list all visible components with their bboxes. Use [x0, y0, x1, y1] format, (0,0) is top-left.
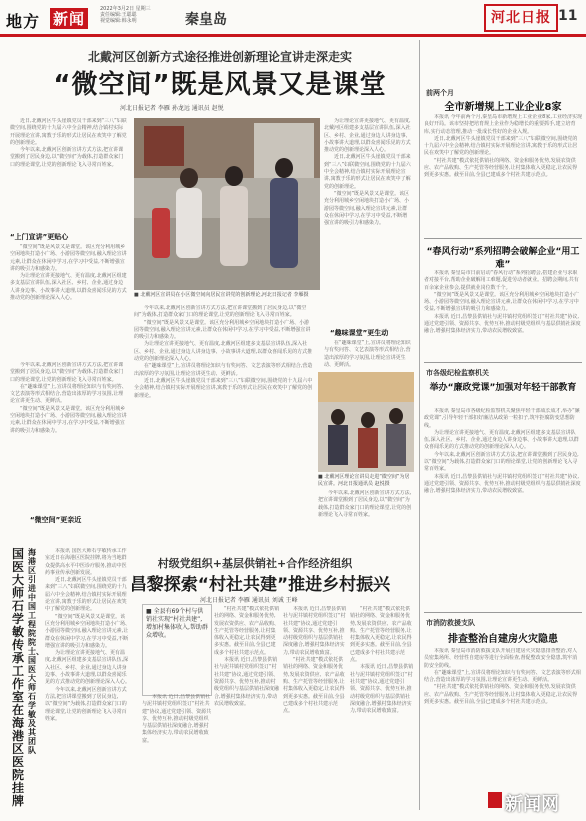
second-photo: [318, 372, 414, 472]
article1-paragraph: 今年以来,北戴河区创新宣讲方式方法,把宣讲课堂搬到了居民身边,以“微空间”为载体,打造群众家门口的理论课堂,让党的创新理论飞入寻常百姓家。: [318, 490, 412, 518]
article2-column-4: [350, 606, 414, 812]
right-item4-paragraph: 本报讯 秦皇岛市消防救援支队开展自建房火灾隐患排查整治,对人员密集场所、经营性自建房等进行全面检查,督促整改安全隐患,筑牢消防安全防线。: [424, 648, 578, 669]
article2-byline: 河北日报记者 李雁 通讯员 刘诚 王峰: [200, 597, 298, 604]
article1-subhead-3: “趣味课堂”更生动: [330, 329, 389, 337]
section-badge: 新闻: [50, 8, 88, 29]
issue-date: 2022年3月2日 星期三: [100, 6, 151, 12]
right-item3-label: 市各级纪检监察机关: [426, 369, 489, 377]
article1-paragraph: “微空间”既是风景又是课堂。该区充分利用城乡空闲地块打造小广场、小游园等微空间,融入理论宣讲元素,让群众在休闲中学习,在学习中受益,不断增强宣讲的吸引力和感染力。: [10, 244, 127, 272]
article1-pretitle: 北戴河区创新方式途径推进创新理论宣讲走深走实: [87, 50, 352, 64]
article1-column-3: [324, 118, 412, 323]
article1-paragraph: 在“趣味课堂”上,宣讲员将理论知识与有奖问答、文艺表演等形式相结合,营造出浓厚的学习氛围,让理论宣讲更生动、更鲜活。: [134, 363, 313, 377]
article1-paragraph: 近日,北戴河区牛头崖镇党员干部来到“三八”妇联微空间,围绕党的十九届六中全会精神,结合镇村实际开展理论宣讲,寓教于乐的形式让居民在欢笑中了解党的创新理论。: [10, 118, 127, 146]
watermark-logo-icon: [488, 792, 502, 808]
right-item2-paragraph: 本报讯 近日,昌黎县供销社与泥井镇村党组织签订“村社共建”协议,通过党建引领、资源共享、优势互补,推动村级党组织与基层供销社深度融合,增强村集体经济实力,带动农民增收致富。: [424, 313, 581, 335]
article1-title: “微空间”既是风景又是课堂: [53, 70, 387, 100]
section-label: 地方: [6, 12, 41, 31]
article1-paragraph: “微空间”既是风景又是课堂。该区充分利用城乡空闲地块打造小广场、小游园等微空间,融入理论宣讲元素,让群众在休闲中学习,在学习中受益,不断增强宣讲的吸引力和感染力。: [134, 319, 311, 341]
second-photo-image: [318, 372, 414, 472]
article1-paragraph: “微空间”既是风景又是课堂。该区充分利用城乡空闲地块打造小广场、小游园等微空间,融入理论宣讲元素,让群众在休闲中学习,在学习中受益,不断增强宣讲的吸引力和感染力。: [10, 405, 127, 434]
right-item4-paragraph: 在“趣味课堂”上,宣讲员将理论知识与有奖问答、文艺表演等形式相结合,营造出浓厚的学习氛围,让理论宣讲更生动、更鲜活。: [424, 669, 581, 684]
article1-paragraph: 今年以来,北戴河区创新宣讲方式方法,把宣讲课堂搬到了居民身边,以“微空间”为载体,打造群众家门口的理论课堂,让党的创新理论飞入寻常百姓家。: [10, 362, 124, 383]
article1-column-1b: [10, 244, 128, 359]
region-title: 秦皇岛: [185, 12, 227, 28]
main-photo-caption: ■ 北戴河区宣讲员在小区微空间向居民宣讲党的创新理论,河北日报记者 李雁摄: [134, 292, 309, 298]
right-item1-label: 前两个月: [426, 89, 454, 97]
article2-lead-box: ■ 全县有69个村与供销社实现“村社共建”,增加村集体收入,帮助群众增收。: [142, 604, 212, 696]
article2-paragraph: 本报讯 近日,昌黎县供销社与泥井镇村党组织签订“村社共建”协议,通过党建引领、资源共享、优势互补,推动村级党组织与基层供销社深度融合,增强村集体经济实力,带动农民增收致富。: [142, 694, 212, 744]
article1-paragraph: 在“趣味课堂”上,宣讲员将理论知识与有奖问答、文艺表演等形式相结合,营造出浓厚的学习氛围,让理论宣讲更生动、更鲜活。: [324, 340, 411, 368]
vertical-article-paragraph: “微空间”既是风景又是课堂。该区充分利用城乡空闲地块打造小广场、小游园等微空间,融入理论宣讲元素,让群众在休闲中学习,在学习中受益,不断增强宣讲的吸引力和感染力。: [45, 613, 130, 649]
right-item3-paragraph: 本报讯 秦皇岛市各级纪检监察机关聚焦年轻干部成长成才,举办“廉政党课”,引导年轻干部扣好廉洁从政第一粒扣子,筑牢拒腐防变思想防线。: [424, 408, 580, 429]
right-item3-paragraph: 今年以来,北戴河区创新宣讲方式方法,把宣讲课堂搬到了居民身边,以“微空间”为载体,打造群众家门口的理论课堂,让党的创新理论飞入寻常百姓家。: [424, 451, 579, 473]
main-photo-image: [134, 118, 320, 290]
article1-paragraph: 今年以来,北戴河区创新宣讲方式方法,把宣讲课堂搬到了居民身边,以“微空间”为载体,打造群众家门口的理论课堂,让党的创新理论飞入寻常百姓家。: [10, 147, 124, 168]
vertical-article-subtitle: 海港区引进中国工程院院士、国医大师石学敏及其团队: [28, 548, 44, 755]
right-separator: [424, 362, 582, 363]
article2-column-3: [283, 606, 347, 812]
article1-column-2: [134, 305, 314, 540]
header-rule: [0, 34, 586, 37]
issue-meta: [100, 6, 180, 24]
right-item3-paragraph: 本报讯 近日,昌黎县供销社与泥井镇村党组织签订“村社共建”协议,通过党建引领、资源共享、优势互补,推动村级党组织与基层供销社深度融合,增强村集体经济实力,带动农民增收致富。: [424, 473, 581, 495]
right-item4-paragraph: “村社共建”模式依托供销社的网络、资金和服务优势,发展农资供应、农产品收购、生产托管等经营服务,让村集体收入更稳定,让农民得到更多实惠。截至目前,全县已建成多个村社共建示范点。: [424, 684, 578, 706]
article1-paragraph: 为让理论宣讲更接地气、更有温度,北戴河区组建多支基层宣讲队伍,深入社区、乡村、企业,通过身边人讲身边事、小故事讲大道理,以群众喜闻乐见的方式推动党的创新理论深入人心。: [324, 118, 411, 154]
newspaper-logo: 河北日报: [484, 4, 558, 32]
article1-paragraph: 近日,北戴河区牛头崖镇党员干部来到“三八”妇联微空间,围绕党的十九届六中全会精神,结合镇村实际开展理论宣讲,寓教于乐的形式让居民在欢笑中了解党的创新理论。: [134, 377, 313, 399]
right-item1-paragraph: “村社共建”模式依托供销社的网络、资金和服务优势,发展农资供应、农产品收购、生产托管等经营服务,让村集体收入更稳定,让农民得到更多实惠。截至目前,全县已建成多个村社共建示范点。: [424, 157, 578, 179]
article1-paragraph: “微空间”既是风景又是课堂。该区充分利用城乡空闲地块打造小广场、小游园等微空间,融入理论宣讲元素,让群众在休闲中学习,在学习中受益,不断增强宣讲的吸引力和感染力。: [324, 190, 410, 227]
right-item2-title: “春风行动”系列招聘会破解企业“用工难”: [426, 247, 580, 270]
second-photo-caption: ■ 北戴河区理论宣讲员走进“微空间”为居民宣讲。河北日报通讯员 赵悦摄: [318, 474, 410, 487]
article2-paragraph: 本报讯 近日,昌黎县供销社与泥井镇村党组织签订“村社共建”协议,通过党建引领、资源共享、优势互补,推动村级党组织与基层供销社深度融合,增强村集体经济实力,带动农民增收致富。: [214, 657, 280, 707]
right-item4-label: 市消防救援支队: [426, 619, 475, 627]
article1-column-3b: [324, 340, 412, 370]
article2-paragraph: “村社共建”模式依托供销社的网络、资金和服务优势,发展农资供应、农产品收购、生产托管等经营服务,让村集体收入更稳定,让农民得到更多实惠。截至目前,全县已建成多个村社共建示范点。: [283, 657, 345, 715]
right-item3-body: [424, 408, 582, 608]
column-divider: [419, 40, 420, 810]
right-item3-paragraph: 为让理论宣讲更接地气、更有温度,北戴河区组建多支基层宣讲队伍,深入社区、乡村、企业,通过身边人讲身边事、小故事讲大道理,以群众喜闻乐见的方式推动党的创新理论深入人心。: [424, 429, 579, 451]
right-item1-body: [424, 114, 582, 234]
article1-paragraph: 今年以来,北戴河区创新宣讲方式方法,把宣讲课堂搬到了居民身边,以“微空间”为载体,打造群众家门口的理论课堂,让党的创新理论飞入寻常百姓家。: [134, 305, 307, 319]
right-item1-paragraph: 近日,北戴河区牛头崖镇党员干部来到“三八”妇联微空间,围绕党的十九届六中全会精神,结合镇村实际开展理论宣讲,寓教于乐的形式让居民在欢笑中了解党的创新理论。: [424, 135, 578, 157]
vertical-article-paragraph: 为让理论宣讲更接地气、更有温度,北戴河区组建多支基层宣讲队伍,深入社区、乡村、企业,通过身边人讲身边事、小故事讲大道理,以群众喜闻乐见的方式推动党的创新理论深入人心。: [45, 650, 130, 686]
right-item2-paragraph: “微空间”既是风景又是课堂。该区充分利用城乡空闲地块打造小广场、小游园等微空间,融入理论宣讲元素,让群众在休闲中学习,在学习中受益,不断增强宣讲的吸引力和感染力。: [424, 291, 580, 313]
vertical-article-body: [45, 548, 130, 813]
right-item1-paragraph: 本报讯 今年前两个月,秦皇岛市新增规上工业企业8家,工业经济实现良好开局。该市坚持把培育规上企业作为稳增长的重要抓手,建立培育库,实行动态管理,推动一批成长性好的企业入规。: [424, 114, 582, 135]
main-photo: [134, 118, 320, 290]
right-separator: [424, 238, 582, 239]
article2-paragraph: “村社共建”模式依托供销社的网络、资金和服务优势,发展农资供应、农产品收购、生产托管等经营服务,让村集体收入更稳定,让农民得到更多实惠。截至目前,全县已建成多个村社共建示范点。: [214, 606, 280, 656]
page-number: 11: [558, 8, 578, 24]
article1-paragraph: 近日,北戴河区牛头崖镇党员干部来到“三八”妇联微空间,围绕党的十九届六中全会精神,结合镇村实际开展理论宣讲,寓教于乐的形式让居民在欢笑中了解党的创新理论。: [324, 154, 411, 190]
article1-column-1c: [10, 362, 128, 512]
article2-column-1: [142, 694, 212, 812]
vertical-article-paragraph: 本报讯 国医大师石学敏传承工作室近日在海港区医院挂牌,将为当地群众提供高水平中医诊疗服务,推动中医药事业传承创新发展。: [45, 548, 127, 576]
designer-credit: 视觉编辑:韩永明: [100, 18, 137, 24]
article2-paragraph: “村社共建”模式依托供销社的网络、资金和服务优势,发展农资供应、农产品收购、生产托管等经营服务,让村集体收入更稳定,让农民得到更多实惠。截至目前,全县已建成多个村社共建示范点。: [350, 606, 412, 664]
vertical-article-title: 国医大师石学敏传承工作室在海港区医院挂牌: [12, 547, 25, 808]
site-watermark: 新闻网: [505, 794, 559, 815]
right-item3-title: 举办“廉政党课”加强对年轻干部教育: [429, 383, 577, 393]
article2-pretitle: 村级党组织+基层供销社+合作经济组织: [157, 557, 353, 570]
editor-credit: 责任编辑:王聪聪: [100, 12, 137, 18]
article1-byline: 河北日报记者 李雁 孙龙远 通讯员 赵悦: [120, 105, 224, 112]
article2-paragraph: 本报讯 近日,昌黎县供销社与泥井镇村党组织签订“村社共建”协议,通过党建引领、资源共享、优势互补,推动村级党组织与基层供销社深度融合,增强村集体经济实力,带动农民增收致富。: [283, 606, 347, 656]
article2-column-2: [214, 606, 280, 812]
article1-subhead-1: “上门宣讲”更贴心: [10, 233, 69, 241]
right-item2-body: [424, 270, 582, 358]
article1-paragraph: 为让理论宣讲更接地气、更有温度,北戴河区组建多支基层宣讲队伍,深入社区、乡村、企业,通过身边人讲身边事、小故事讲大道理,以群众喜闻乐见的方式推动党的创新理论深入人心。: [10, 273, 127, 302]
article1-subhead-2: “微空间”更亲近: [30, 516, 82, 524]
article1-paragraph: 在“趣味课堂”上,宣讲员将理论知识与有奖问答、文艺表演等形式相结合,营造出浓厚的学习氛围,让理论宣讲更生动、更鲜活。: [10, 383, 127, 405]
vertical-article-paragraph: 近日,北戴河区牛头崖镇党员干部来到“三八”妇联微空间,围绕党的十九届六中全会精神,结合镇村实际开展理论宣讲,寓教于乐的形式让居民在欢笑中了解党的创新理论。: [45, 577, 127, 613]
page-header: [0, 0, 586, 36]
article1-column-1: [10, 118, 128, 228]
right-item1-title: 全市新增规上工业企业8家: [444, 102, 562, 113]
article2-paragraph: 本报讯 近日,昌黎县供销社与泥井镇村党组织签订“村社共建”协议,通过党建引领、资源共享、优势互补,推动村级党组织与基层供销社深度融合,增强村集体经济实力,带动农民增收致富。: [350, 664, 414, 715]
right-item2-paragraph: 本报讯 秦皇岛市日前启动“春风行动”系列招聘会,搭建企业与求职者对接平台,帮助企业破解用工难题,促进劳动者就业。招聘会期间,共有百余家企业参会,提供就业岗位数千个。: [424, 270, 579, 291]
article1-column-3c: [318, 490, 414, 540]
article1-paragraph: 为让理论宣讲更接地气、更有温度,北戴河区组建多支基层宣讲队伍,深入社区、乡村、企业,通过身边人讲身边事、小故事讲大道理,以群众喜闻乐见的方式推动党的创新理论深入人心。: [134, 341, 313, 363]
right-item4-title: 排查整治自建房火灾隐患: [448, 634, 558, 645]
article2-title: 昌黎探索“村社共建”推进乡村振兴: [129, 575, 391, 595]
right-separator: [424, 612, 582, 613]
right-item4-body: [424, 648, 582, 788]
vertical-article-paragraph: 今年以来,北戴河区创新宣讲方式方法,把宣讲课堂搬到了居民身边,以“微空间”为载体,打造群众家门口的理论课堂,让党的创新理论飞入寻常百姓家。: [45, 686, 127, 722]
